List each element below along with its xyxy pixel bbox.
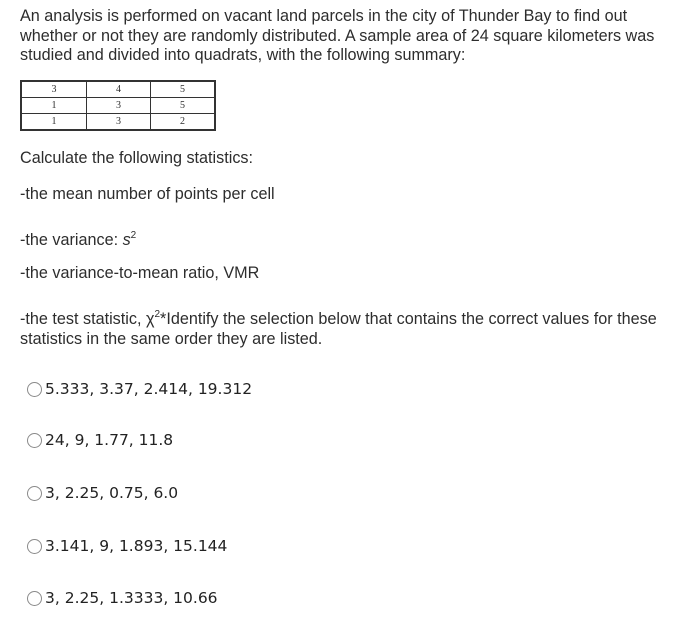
answer-option-5[interactable]: [27, 589, 218, 607]
test-stat-exponent: 2: [154, 309, 161, 320]
answer-option-label: 5.333, 3.37, 2.414, 19.312: [45, 380, 253, 398]
table-cell: 1: [21, 98, 87, 114]
table-cell: 5: [151, 81, 216, 98]
table-cell: 5: [151, 98, 216, 114]
mean-line: -the mean number of points per cell: [20, 185, 275, 203]
answer-option-4[interactable]: [27, 537, 227, 555]
variance-symbol: s: [122, 231, 131, 249]
answer-option-3[interactable]: [27, 484, 178, 502]
radio-button[interactable]: [27, 382, 42, 397]
test-stat-prefix: -the test statistic, χ: [20, 310, 155, 328]
radio-button[interactable]: [27, 539, 42, 554]
table-cell: 4: [87, 81, 151, 98]
calc-prompt: Calculate the following statistics:: [20, 149, 254, 167]
question-intro: An analysis is performed on vacant land parcels in the city of Thunder Bay to find out whether or not they are randomly distributed. A sample area of 24 square kilometers was studied and divided into quadrats, with the following summary:: [20, 7, 655, 64]
radio-button[interactable]: [27, 433, 42, 448]
variance-line: [20, 226, 136, 251]
vmr-line: -the variance-to-mean ratio, VMR: [20, 264, 260, 282]
table-cell: 2: [151, 114, 216, 131]
table-cell: 3: [87, 98, 151, 114]
test-stat-line: [20, 305, 680, 349]
answer-option-label: 3.141, 9, 1.893, 15.144: [45, 537, 228, 555]
answer-option-2[interactable]: [27, 431, 173, 449]
table-cell: 1: [21, 114, 87, 131]
radio-button[interactable]: [27, 591, 42, 606]
table-cell: 3: [21, 81, 87, 98]
answer-option-label: 3, 2.25, 1.3333, 10.66: [45, 589, 218, 607]
quadrat-table: [20, 80, 216, 131]
test-stat-suffix: *Identify the selection below that contains the correct values for these statistics in the same order they are listed.: [20, 310, 657, 348]
variance-exponent: 2: [130, 230, 137, 241]
table-cell: 3: [87, 114, 151, 131]
answer-option-label: 3, 2.25, 0.75, 6.0: [45, 484, 179, 502]
table-row: [21, 98, 215, 114]
answer-option-1[interactable]: [27, 380, 252, 398]
variance-text: -the variance:: [20, 231, 123, 249]
answer-option-label: 24, 9, 1.77, 11.8: [45, 431, 174, 449]
radio-button[interactable]: [27, 486, 42, 501]
table-row: [21, 81, 215, 98]
table-row: [21, 114, 215, 131]
